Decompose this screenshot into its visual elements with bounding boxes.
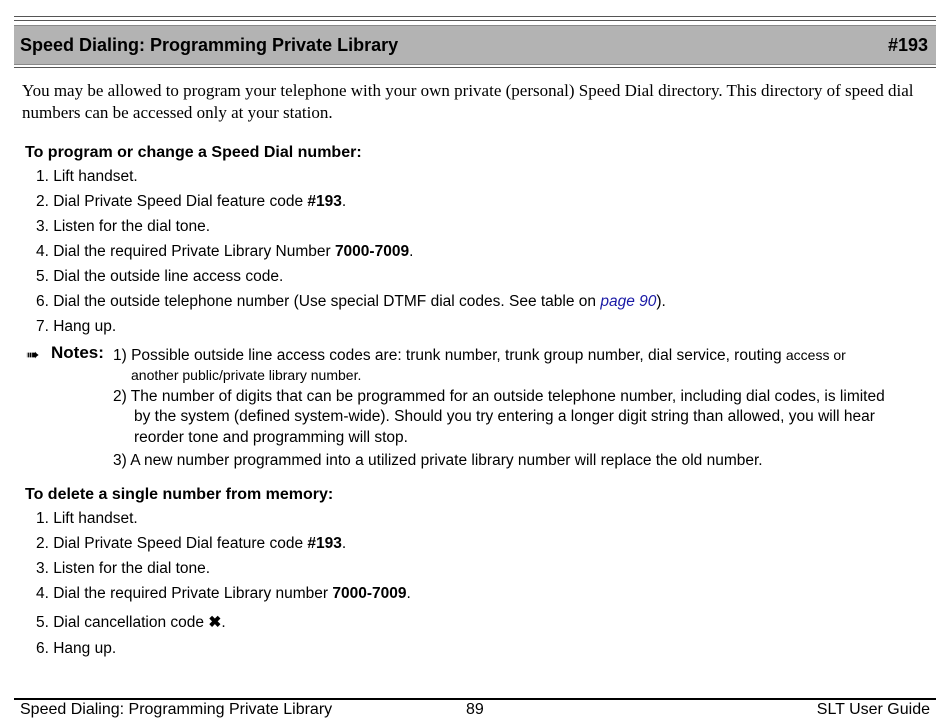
delete-step-2: [36, 535, 346, 553]
program-step-3: 3. Listen for the dial tone.: [36, 218, 211, 235]
step-text: ).: [656, 293, 666, 310]
step-text: 2. Dial Private Speed Dial feature code: [36, 535, 308, 552]
delete-step-6: 6. Hang up.: [36, 640, 117, 657]
note-3: 3) A new number programmed into a utilized private library number will replace the old number.: [113, 452, 763, 469]
delete-step-3: 3. Listen for the dial tone.: [36, 560, 211, 577]
step-text: 4. Dial the required Private Library Number: [36, 243, 335, 260]
step-text: 6. Dial the outside telephone number (Use special DTMF dial codes. See table on: [36, 293, 601, 310]
delete-step-4: [36, 585, 411, 603]
step-text: .: [221, 614, 226, 631]
step-code: 7000-7009: [332, 585, 407, 602]
notes-label: Notes:: [51, 343, 104, 362]
program-step-1: 1. Lift handset.: [36, 168, 138, 185]
note-text: 1) Possible outside line access codes are: trunk number, trunk group number, dial service, routing: [113, 347, 786, 364]
step-code: #193: [307, 535, 342, 552]
program-step-6: [36, 293, 666, 311]
note-2-line-3: reorder tone and programming will stop.: [134, 429, 408, 446]
footer-rule: [14, 698, 936, 700]
note-2-line-1: 2) The number of digits that can be programmed for an outside telephone number, including dial codes, is limited: [113, 388, 885, 405]
program-heading: To program or change a Speed Dial number:: [25, 144, 362, 161]
step-text: 5. Dial cancellation code: [36, 614, 209, 631]
note-arrow-icon: ➠: [26, 347, 40, 364]
program-step-5: 5. Dial the outside line access code.: [36, 268, 284, 285]
step-text: .: [341, 535, 347, 552]
top-rule: [14, 20, 936, 21]
page-title: Speed Dialing: Programming Private Library: [20, 34, 399, 55]
program-step-7: 7. Hang up.: [36, 318, 117, 335]
title-bar: [14, 25, 936, 65]
top-rule: [14, 16, 936, 17]
step-text: 4. Dial the required Private Library number: [36, 585, 333, 602]
program-step-4: [36, 243, 413, 261]
note-text: access or: [785, 347, 846, 363]
step-text: .: [406, 585, 411, 602]
program-step-2: [36, 193, 346, 211]
footer-guide-name: SLT User Guide: [816, 701, 930, 718]
page-link[interactable]: page 90: [600, 293, 657, 310]
delete-step-1: 1. Lift handset.: [36, 510, 138, 527]
step-text: .: [341, 193, 347, 210]
step-code: 7000-7009: [334, 243, 410, 260]
cancel-code-icon: ✖: [208, 614, 222, 631]
feature-code: #193: [887, 34, 928, 55]
intro-paragraph: You may be allowed to program your telephone with your own private (personal) Speed Dial directory. This directory of speed dial numbers can be accessed only at your station.: [22, 81, 914, 122]
delete-step-5: [36, 613, 226, 632]
note-1-line-2: another public/private library number.: [131, 367, 362, 383]
step-text: 2. Dial Private Speed Dial feature code: [36, 193, 308, 210]
step-text: .: [409, 243, 414, 260]
footer-title: Speed Dialing: Programming Private Library: [20, 701, 333, 718]
note-1-line-1: [113, 345, 846, 367]
page-number: 89: [466, 701, 484, 718]
delete-heading: To delete a single number from memory:: [25, 486, 334, 503]
step-code: #193: [307, 193, 342, 210]
title-underline: [14, 67, 936, 68]
note-2-line-2: by the system (defined system-wide). Should you try entering a longer digit string than allowed, you will hear: [134, 408, 875, 425]
